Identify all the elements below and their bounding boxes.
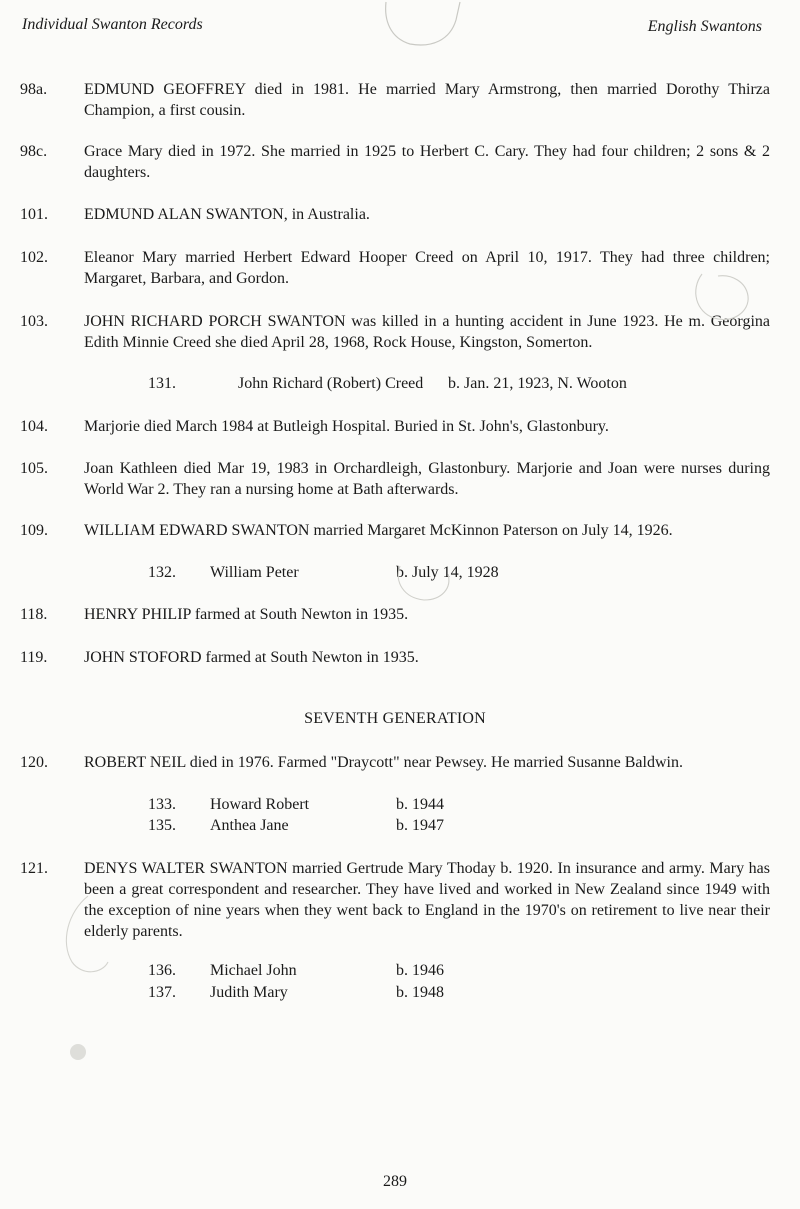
child-name: Howard Robert: [210, 796, 310, 813]
child-name: Judith Mary: [210, 984, 288, 1001]
page-number: 289: [383, 1173, 407, 1190]
stain-mark: [380, 0, 470, 50]
child-number: 131.: [148, 375, 176, 392]
record-text: EDMUND ALAN SWANTON, in Australia.: [84, 206, 370, 223]
child-birth: b. 1946: [396, 962, 444, 979]
record-text: WILLIAM EDWARD SWANTON married Margaret McKinnon Paterson on July 14, 1926.: [84, 522, 673, 539]
running-header-left: Individual Swanton Records: [22, 16, 203, 33]
record-number: 109.: [20, 522, 48, 539]
record-number: 105.: [20, 460, 48, 477]
record-number: 102.: [20, 249, 48, 266]
record-number: 120.: [20, 754, 48, 771]
record-text: JOHN STOFORD farmed at South Newton in 1935.: [84, 649, 419, 666]
smudge-mark: [66, 1040, 90, 1064]
section-title: SEVENTH GENERATION: [304, 710, 486, 727]
child-name: Michael John: [210, 962, 297, 979]
child-number: 136.: [148, 962, 176, 979]
record-number: 119.: [20, 649, 48, 666]
record-text: ROBERT NEIL died in 1976. Farmed "Draycott" near Pewsey. He married Susanne Baldwin.: [84, 754, 683, 771]
child-birth: b. 1948: [396, 984, 444, 1001]
child-name: Anthea Jane: [210, 817, 289, 834]
child-name: John Richard (Robert) Creed: [238, 375, 424, 392]
record-text: EDMUND GEOFFREY died in 1981. He married Mary Armstrong, then married Dorothy Thirza Champion, a first cousin.: [84, 81, 770, 119]
record-text: DENYS WALTER SWANTON married Gertrude Mary Thoday b. 1920. In insurance and army. Mary has been a great correspondent and researcher. They have lived and worked in New Zealand since 1949 with the exception of nine years when they went back to England in the 1970's on retirement to live near their elderly parents.: [84, 860, 770, 940]
child-name: William Peter: [210, 564, 299, 581]
record-number: 101.: [20, 206, 48, 223]
child-number: 132.: [148, 564, 176, 581]
record-number: 121.: [20, 860, 48, 877]
record-number: 104.: [20, 418, 48, 435]
running-header-right: English Swantons: [647, 18, 762, 35]
record-text: Joan Kathleen died Mar 19, 1983 in Orchardleigh, Glastonbury. Marjorie and Joan were nurses during World War 2. They ran a nursing home at Bath afterwards.: [84, 460, 770, 498]
record-number: 103.: [20, 313, 48, 330]
child-birth: b. 1944: [396, 796, 444, 813]
record-number: 118.: [20, 606, 48, 623]
child-birth: b. Jan. 21, 1923, N. Wooton: [448, 375, 627, 392]
record-number: 98a.: [20, 81, 48, 98]
record-text: HENRY PHILIP farmed at South Newton in 1935.: [84, 606, 409, 623]
child-number: 133.: [148, 796, 176, 813]
record-number: 98c.: [20, 143, 48, 160]
child-birth: b. July 14, 1928: [396, 564, 499, 581]
record-text: JOHN RICHARD PORCH SWANTON was killed in a hunting accident in June 1923. He m. Georgina Edith Minnie Creed she died April 28, 1968, Rock House, Kingston, Somerton.: [84, 313, 770, 351]
record-text: Eleanor Mary married Herbert Edward Hooper Creed on April 10, 1917. They had three children; Margaret, Barbara, and Gordon.: [84, 249, 770, 287]
child-birth: b. 1947: [396, 817, 444, 834]
child-number: 135.: [148, 817, 176, 834]
child-number: 137.: [148, 984, 176, 1001]
record-text: Grace Mary died in 1972. She married in 1925 to Herbert C. Cary. They had four children; 2 sons & 2 daughters.: [84, 143, 770, 181]
record-text: Marjorie died March 1984 at Butleigh Hospital. Buried in St. John's, Glastonbury.: [84, 418, 609, 435]
